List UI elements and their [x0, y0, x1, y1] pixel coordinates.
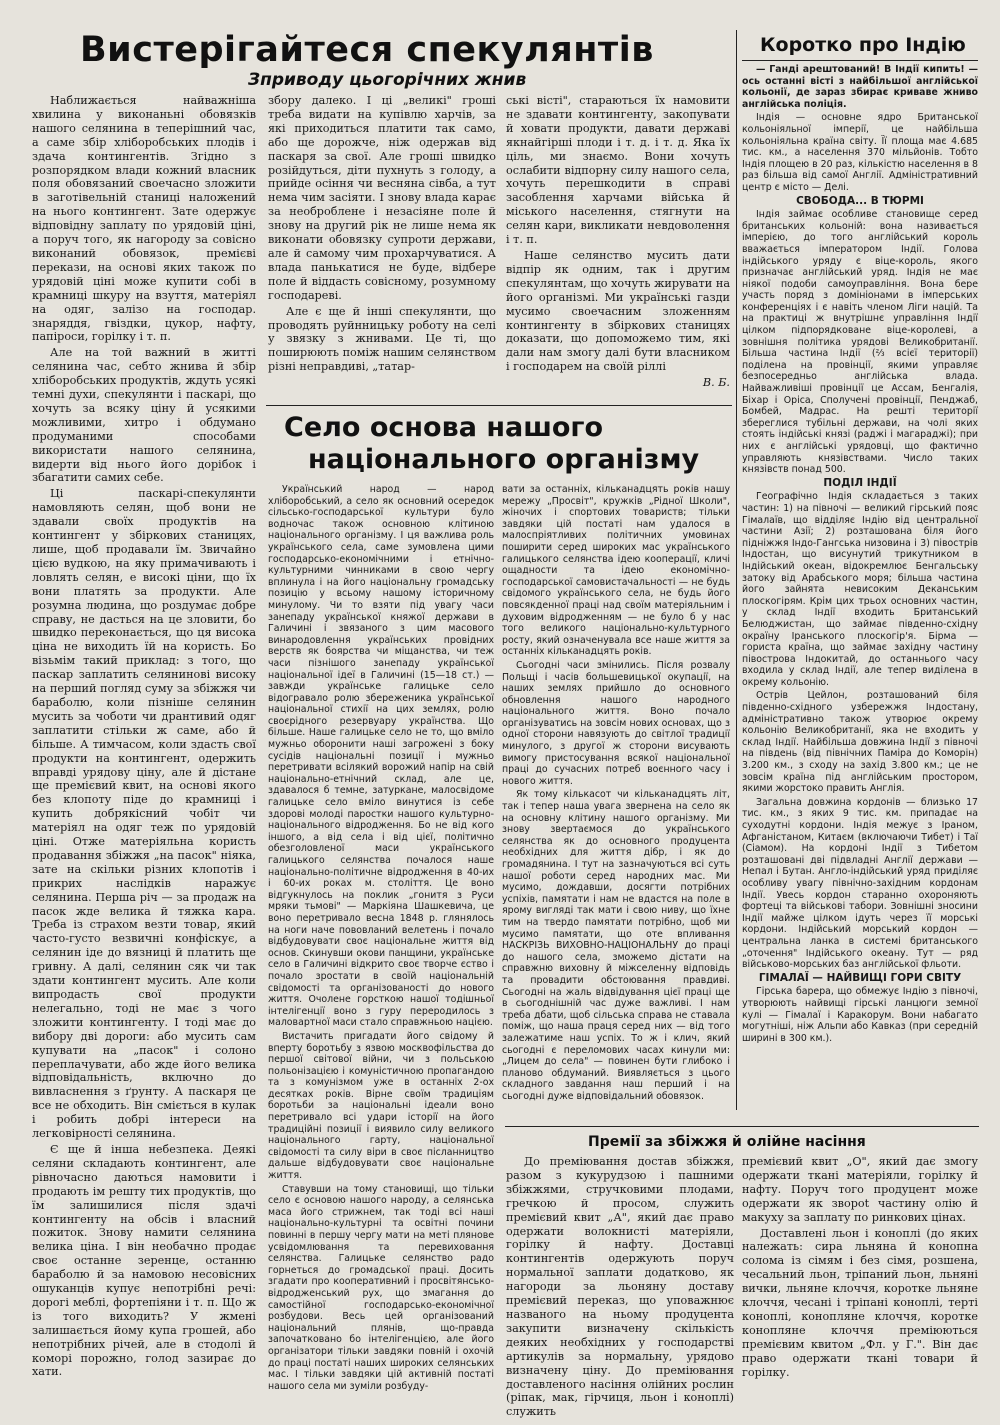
- article3-paragraph: Гірська барера, що обмежує Індію з півночі, утворюють найвищі гірські ланцюги земної кулі — Гімалаї і Каракорум. Вони набагато могутніші, ніж Альпи або Кавказ (при середній ширині в 300 км.).: [742, 986, 978, 1044]
- article4-paragraph: До преміювання достав збіжжя, разом з кукурудзою і пашними збіжжями, стручковими плодами, гречкою й просом, служить премієвий квит „А", який дає право одержати волокнисті матеріяли, горілку й нафту. Доставці контингентів одержують поруч нормальної заплати додатково, як нагороди за льоняну доставу премієвий переказ, що уповажнює названого на ньому продуцента закупити визначену скількість деяких необхідних у господарстві артикулів за нормальну, урядово визначену ціну. До преміювання доставленого насіння олійних рослин (ріпак, мак, гірчиця, льон і коноплі) служить: [506, 1155, 734, 1419]
- article2-title-line1: Село основа нашого: [284, 412, 604, 443]
- article1-paragraph: Наближається найважніша хвилина у виконаньні обовязків нашого селянина в теперішний час, а саме збір хліборобських плодів і здача контингентів. Згідно з розпорядком влади кожний власник поля обовязаний своечасно зложити в заготівельній станиці наложений на нього контингент. Зате одержує відповідну заплату по урядовій ціні, а поруч того, як нагороду за совісно виконаний обовязок, премієві перекази, на основі яких також по урядовій ціні може купити собі в крамниці шкуру на взуття, матеріял на одяг, залізо на господар. знаряддя, гвіздки, цукор, нафту, папіроси, горілку і т. п.: [32, 94, 256, 344]
- article2-title-line2: національного організму: [308, 444, 700, 475]
- article1-paragraph: Наше селянство мусить дати відпір як одним, так і другим спекулянтам, що хочуть жирувати на його організмі. Ми українські газди мусимо своечасним зложенням контингенту в збіркових станицях доказати, що допоможемо тим, які дали нам змогу далі бути власником і господарем на своїй ріллі: [506, 248, 730, 374]
- article3-subheading-himalaya: ГІМАЛАЇ — НАЙВИЩІ ГОРИ СВІТУ: [758, 971, 962, 984]
- column-divider: [736, 30, 737, 1110]
- article1-paragraph: Є ще й інша небезпека. Деякі селяни складають контингент, але рівночасно даються намовити і продають ім решту тих продуктів, що їм залишилися після здачі контингенту на обсів і власний пожиток. Знову намити селянина велика ціна. І він необачно продає своє останне зеренце, останню бараболю й за намовою несовісних ошуканців купує непотрібні речі: дорогі меблі, фортепіяни і т. п. Що ж із того виходить? У жмені залишається йому купа грошей, або непотрібних річей, але в стодолі й коморі порожно, голод зазирає до хати.: [32, 1142, 256, 1379]
- article3-intro: — Ганді арештований! В Індії кипить! — ось останні вісті з найбільшої англійської кольонії, де зараз збирає криваве жниво англійська поліція.: [742, 64, 978, 110]
- article4-column-2: [742, 1155, 978, 1410]
- article2-paragraph: Український народ — народ хліборобський, а село як основний осередок сільсько-господарської культури було водночас також основною клітиною національного організму. І ця важлива роль українського села, саме зумовлена цими господарсько-економічними і етнічно-культурними чинниками в свою чергу вплинула і на його національну громадську позицію у всьому нашому історичному минулому. Чи то взяти під увагу часи занепаду української княжої держави в Галичині і звязаного з цим масового винародовлення українських провідних верств як боярства чи міщанства, чи теж часи пізнішого занепаду української національної ідеї в Галичині (15—18 ст.) — завжди українське галицьке село відогравало ролю збереженика української національної стихії на цих землях, ролю своєрідного резервуару українства. Що більше. Наше галицьке село не то, що вміло мужньо оборонити наші загрожені з боку сусідів національні позиції і мужньо перетривати всілякий ворожий напір на свій національно-етнічний склад, але це, здавалося б темне, затуркане, малосвідоме галицьке село вміло винутися із себе здорові молоді паростки нашого культурно-національного відродження. Бо не від кого іншого, а від села і від цієї, політично обезголовленої маси українського галицького селянства почалося наше національно-політичне відродження в 40-их і 60-их роках м. століття. Це воно відгукнулось на поклик „гонитя з Руси мряки тьмові" — Маркіяна Шашкевича, це воно перетривало весна 1848 р. глянялось на ноги наче пововланий велетень і почало відбудовувати своє національне життя від основ. Скинувши окови панщини, українське село в Галичині відкрито своє творче єство і почало зростати в своїй національній свідомості та організованості до нового життя. Очолене горсткою нашої тодішньої інтелігенції воно з гуру переродилось з маловартної маси стало справжньою нацією.: [268, 484, 494, 1029]
- article3-paragraph: Індія займає особливе становище серед британських кольоній: вона називається імперією, до того англійський король вважається імператором Індії. Голова індійського уряду є віце-король, якого призначає англійський уряд. Індія не має ніякої подоби самоуправління. Вона бере участь поряд з домініонами в імперських конференціях і є навіть членом Ліги націй. Та на практиці ж внутрішнє управління Індії цілком підпорядковане віце-королеві, а зовнішня політика урядові Великобританії. Більша частина Індії (⅔ всієї території) поділена на провінції, якими управляє безпосередньо англійська влада. Найважливіші провінції це Ассам, Бенгалія, Біхар і Оріса, Сполучені провінції, Пенджаб, Бомбей, Мадрас. На решті території збереглися тубільні держави, на чолі яких стоять індійські князі (раджі і магараджі); при них є англійські урядовці, що фактично управляють князівствами. Число таких князівств понад 500.: [742, 209, 978, 476]
- article2-paragraph: Сьогодні часи змінились. Після розвалу Польщі і часів большевицької окупації, на наших землях прийшло до основного обновлення нашого народного національного життя. Воно почало організуватись на зовсім нових основах, що з одної сторони навязують до світлої традиції минулого, з другої ж сторони висувають вимогу пристосування всякої національної праці до сучасних потреб воєнного часу і нового життя.: [502, 659, 730, 787]
- article3-title-india: Коротко про Індію: [760, 34, 966, 56]
- article2-paragraph: Вистачить пригадати його свідому й вперту боротьбу з язвою москвофільства до першої світової війни, чи з польською польонізацією і комуністичною пропагандою та з комунізмом уже в останніх 2-ох десятках років. Вірне своїм традиціям боротьби за національні ідеали воно перетривало всі удари історії на його традиційні позиції і виявило силу великого національного гарту, національної свідомості та силу віри в своє післанництво дальше відбудовувати своє національне життя.: [268, 1030, 494, 1182]
- article4-paragraph: Доставлені льон і коноплі (до яких належать: сира льняна й конопна солома із сімям і без сімя, розшена, чесальний льон, тріпаний льон, льняні вички, льняне клоччя, коротке льняне клоччя, чесані і тріпані коноплі, терті коноплі, конопляне клоччя, коротке конопляне клоччя преміюються премієвим квитом „Фл. у Г.". Він дає право одержати ткані товари й горілку.: [742, 1226, 978, 1379]
- article2-column-1: [268, 484, 494, 1410]
- article4-top-rule: [505, 1126, 979, 1127]
- article1-paragraph: збору далеко. І ці „великі" гроші треба видати на купівлю харчів, за які приходиться платити так само, або ще дорожче, ніж одержав від паскаря за свої. Але гроші швидко розійдуться, діти пухнуть з голоду, а прийде осіння чи весняна сівба, а тут нема чим засіяти. І знову влада карає за необроблене і незасіяне поле й знову на другий рік не лише нема як виконати обовязку супроти держави, але й самому чим прохарчуватися. А влада панькатися не буде, відбере поле й віддасть совісному, розумному господареві.: [268, 94, 496, 302]
- article-title-speculators: Вистерігайтеся спекулянтів: [80, 30, 654, 70]
- article1-paragraph: ські вісті", стараються їх намовити не здавати контингенту, закопувати й ховати продукти, давати державі якнайгірші плоди і т. д. і т. д. Яка їх ціль, ми знаємо. Вони хочуть ослабити відпорну силу нашого села, хочуть перешкодити в справі засоблення харчами війська й міського населення, стягнути на селян кари, викликати невдоволення і т. п.: [506, 94, 730, 247]
- article1-paragraph: Але на той важний в житті селянина час, себто жнива й збір хліборобських продуктів, ждуть усякі темні духи, спекулянти і паскарі, що хочуть за всяку ціну й усякими можливими, хитро і обдумано продуманими способами використати нашого селянина, видерти від нього його дорібок і збагатити самих себе.: [32, 346, 256, 485]
- article3-title-rule: [742, 60, 978, 61]
- article4-paragraph: премієвий квит „О", який дає змогу одержати ткані матеріяли, горілку й нафту. Поруч того продуцент може одержати як звороt частину олію й макуху за заплату по ринкових цінах.: [742, 1155, 978, 1224]
- article1-paragraph: Але є ще й інші спекулянти, що проводять руйнницьку роботу на селі у звязку з жнивами. Це ті, що поширюють поміж нашим селянством різні неправдиві, „татар-: [268, 304, 496, 374]
- article4-column-1: [506, 1155, 734, 1419]
- article3-paragraph: Індія — основне ядро Британської кольоніяльної імперії, це найбільша кольоніяльна країна світу. Її площа має 4.685 тис. км., а населення 370 мільйонів. Тобто Індія площею в 20 раз, кількістю населення в 8 раз більша від самої Англії. Адміністративний центр є місто — Делі.: [742, 112, 978, 193]
- article3-body: [742, 64, 978, 1114]
- article1-paragraph: Ці паскарі-спекулянти намовляють селян, щоб вони не здавали своїх продуктів на контингент у збіркових станицях, лише, щоб продавали їм. Звичайно цією вудкою, на яку примачивають і ловлять селян, е високі ціни, що їх вони платять за продукти. Але розумна людина, що роздумає добре справу, не дасться на це зловити, бо швидко переконається, що ця висока ціна не виходить їй на користь. Бо візьмім такий приклад: з того, що паскар заплатить селянинові високу на перший погляд суму за збіжжя чи бараболю, коли пізніше селянин мусить за чоботи чи дрантивий одяг заплатити стільки ж саме, або й більше. А тимчасом, коли здасть свої продукти на контингент, одержить вправді урядову ціну, але й дістане ще премієвий квит, на основі якого без клопоту піде до крамниці і купить добрякісний чобіт чи матеріял на одяг теж по урядовій ціні. Отже матеріяльна користь продавання збіжжя „на пасок" ніяка, зате на скільки різних клопотів і прикрих наслідків наражує селянина. Перша річ — за продаж на пасок жде велика й тяжка кара. Треба із страхом везти товар, який часто-густо везвичні конфіскує, а селянин іде до вязниці й платить ще гривну. А далі, селянин сяк чи так здати контингент мусить. Але коли випродасть свої продукти нелегально, тоді не має з чого зложити контингенту. І тоді має до вибору дві дороги: або мусить сам купувати на „пасок" і солоно переплачувати, або жде його велика відповідальність, включно до вивласнення з ґрунту. А паскаря це все не обходить. Він сміється в кулак і робить добрі інтереси на легковірності селянина.: [32, 487, 256, 1141]
- article2-column-2: [502, 484, 730, 1124]
- article1-column-3: [506, 94, 730, 388]
- article4-title-premiums: Премії за збіжжя й олійне насіння: [588, 1134, 866, 1150]
- article1-column-2: [268, 94, 496, 388]
- article3-paragraph: Географічно Індія складається з таких частин: 1) на півночі — великий гірський пояс Гімалаїв, що відділяє Індію від центральної частини Азії; 2) розташована біля його підніжжя Індо-Гангська низовина і 3) півострів Індостан, що висунутий трикутником в Індійський океан, відокремлює Бенгальську затоку від Арабського моря; більша частина його зайнята невисоким Деканським плоскогірям. Крім цих трьох основних частин, у склад Індії входить Британський Белюджистан, що займає південно-східну окраїну Іранського плоскогір'я. Бірма — гориста країна, що займає західну частину півострова Індокитай, до останнього часу входила у склад Індії, але тепер виділена в окрему кольонію.: [742, 491, 978, 688]
- article3-subheading-freedom: СВОБОДА... В ТЮРМІ: [796, 194, 924, 207]
- article2-top-rule: [266, 405, 732, 406]
- article3-paragraph: Острів Цейлон, розташований біля південно-східного узбережжя Індостану, адміністративно також утворює окрему кольонію Великобританії, яка не входить у склад Індії. Найбільша довжина Індії з півночі на південь (від північних Паміра до Коморін) 3.200 км., з сходу на захід 3.800 км.; це не зовсім країна під англійським простором, якими жорстоко править Англія.: [742, 690, 978, 795]
- article3-subheading-division: ПОДІЛ ІНДІЇ: [823, 476, 897, 489]
- article2-paragraph: вати за останніх, кільканадцять років нашу мережу „Просвіт", кружків „Рідної Школи", жіночих і спортових товариств; тільки завдяки цій постаті нам удалося в малоспріятливих політичних умовинах поширити серед широких мас українського галицького селянства ідею кооперації, кличі ощадности та ідею економічно-господарської самовистачальності — не будь свідомого українського села, не будь його повсякденної праці над своїм матеріяльним і духовим відродженням — не було б у нас того великого національно-культурного росту, який означенувала все наше життя за останніх кільканадцять років.: [502, 484, 730, 658]
- article-subtitle-harvest: Зприводу цьогорічних жнив: [248, 70, 527, 90]
- article2-paragraph: Ставувши на тому становищі, що тільки село є основою нашого народу, а селянська маса його стрижнем, так тоді всі наші національно-культурні та освітні почини повинні в першу чергу мати на меті плянове усвідомлювання та перевиховання селянства. Галицьке селянство радо горнеться до громадської праці. Досить згадати про кооперативний і просвітянсько-відродженський рух, що змагання до самостійної господарсько-економічної розбудови. Весь цей організований національний плянів, що-правда започатковано бо інтелігенцією, але його організатори тільки завдяки повній і охочій до праці постаті наших широких селянських мас. І тільки завдяки цій активній постаті нашого села ми зуміли розбуду-: [268, 1183, 494, 1392]
- article1-column-1: [32, 94, 256, 1410]
- article3-paragraph: Загальна довжина кордонів — близько 17 тис. км., з яких 9 тис. км. припадає на суходутні кордони. Індія межує з Іраном, Афганістаном, Китаєм (включаючи Тибет) і Таї (Сіамом). На кордоні Індії з Тибетом розташовані дві підвладні Англії держави — Непал і Бутан. Англо-індійський уряд приділяє особливу увагу північно-західним кордонам Індії. Увесь кордон старанно охороняють фортеці та військові табори. Зовнішні зносини Індії майже цілком ідуть через її морські кордони. Індійський морський кордон — центральна ланка в системі британського „оточення" Індійського океану. Тут — ряд військово-морських баз англійської фльоти.: [742, 796, 978, 971]
- article2-paragraph: Як тому кількасот чи кільканадцять літ, так і тепер наша увага звернена на село як на основну клітину нашого організму. Ми знову звертаємося до українського селянства як до основного продуцента необхідних для життя дібр, і як до громадянина. І тут на зазначуються всі суть нашої роботи серед народних мас. Ми мусимо, дождавши, досягти потрібних успіхів, памятати і нам не вдастся на поле в ярому вигляді так мати і свою ниву, що їхне тим на твердо памятати потрібно, щоб ми мусимо памятати, що оте впливання НАСКРІЗЬ ВИХОВНО-НАЦІОНАЛЬНУ до праці до нашого села, зможемо дістати на справжню виховну й міжселенну відповідь та провадити обстоювання правдиві. Сьогодні на жаль відвідування цієї праці ще в сьогоднішній час дуже важливі. І нам треба дбати, щоб сільська справа не ставала поміж, що наша праця серед них — від того залежатиме наш успіх. То ж і клич, який сьогодні є переломових часах кинули ми: „Лицем до села" — повинен бути глибоко і планово обдуманий. Виявляється з цього складного завдання наш перший і на сьогодні дуже відповідальний обовязок.: [502, 789, 730, 1102]
- article1-signature: В. Б.: [702, 376, 730, 390]
